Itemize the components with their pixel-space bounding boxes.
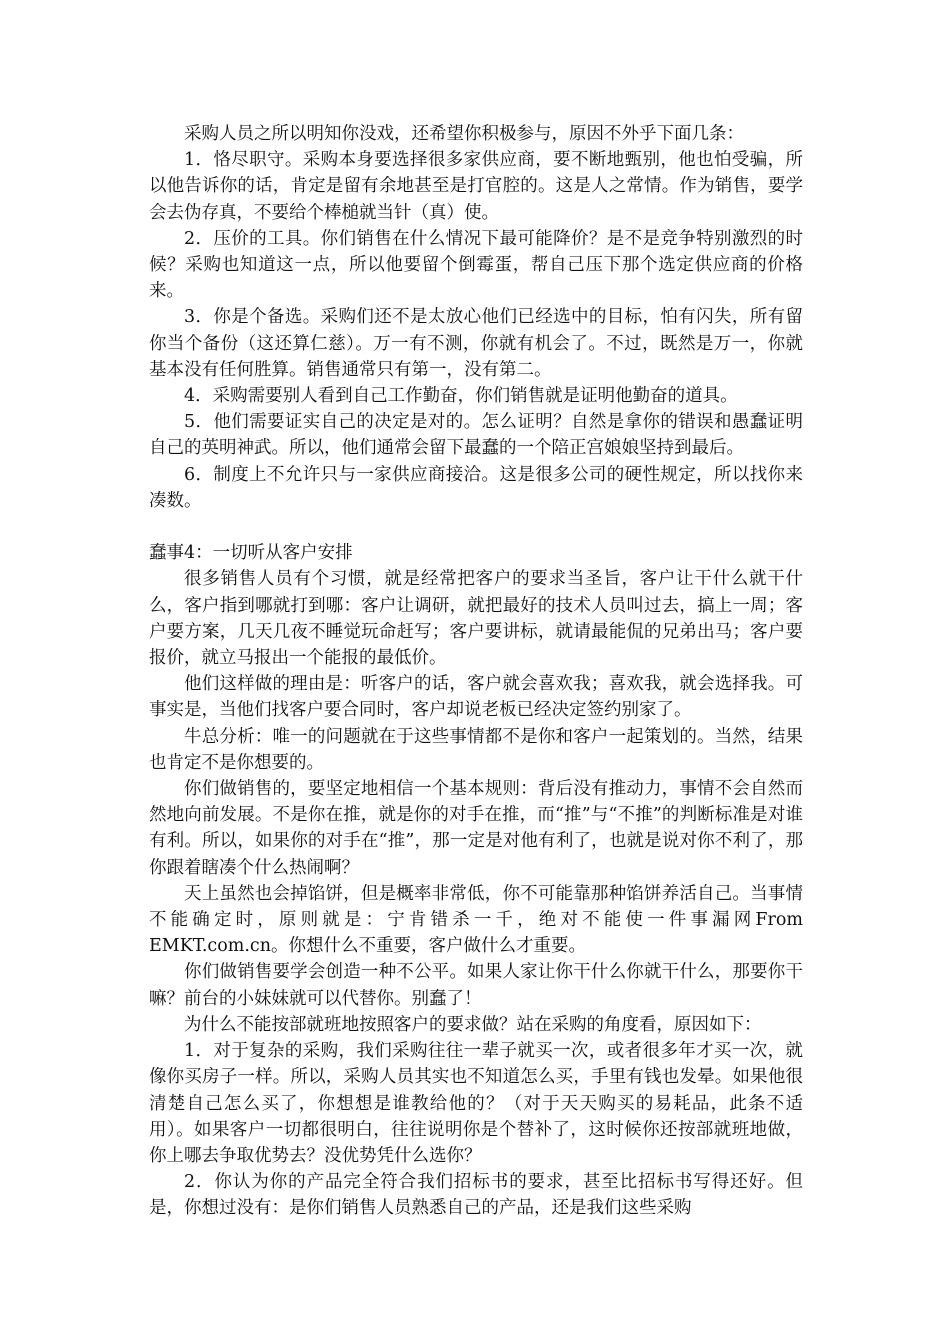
list-item-2: 2．压价的工具。你们销售在什么情况下最可能降价？是不是竞争特别激烈的时候？采购也知道这一点，所以他要留个倒霉蛋，帮自己压下那个选定供应商的价格来。 — [149, 228, 803, 302]
list-item-5: 5．他们需要证实自己的决定是对的。怎么证明？自然是拿你的错误和愚蠢证明自己的英明神武。所以，他们通常会留下最蠢的一个陪正宫娘娘坚持到最后。 — [149, 412, 803, 459]
section-heading: 蠢事4：一切听从客户安排 — [149, 543, 353, 564]
list-item-4: 4．采购需要别人看到自己工作勤奋，你们销售就是证明他勤奋的道具。 — [184, 386, 738, 407]
list-item-1: 1．恪尽职守。采购本身要选择很多家供应商，要不断地甄别，他也怕受骗，所以他告诉你的话，肯定是留有余地甚至是打官腔的。这是人之常情。作为销售，要学会去伪存真，不要给个棒槌就当针（真）使。 — [149, 150, 803, 223]
list-item-2: 2．你认为你的产品完全符合我们招标书的要求，甚至比招标书写得还好。但是，你想过没有：是你们销售人员熟悉自己的产品，还是我们这些采购 — [149, 1172, 803, 1219]
blank-line — [149, 514, 803, 540]
paragraph: 天上虽然也会掉馅饼，但是概率非常低，你不可能靠那种馅饼养活自己。当事情不能确定时，原则就是：宁肯错杀一千，绝对不能使一件事漏网From EMKT.com.cn。你想什么不重要，客户做什么才重要。 — [149, 883, 803, 957]
list-item-1: 1．对于复杂的采购，我们采购往往一辈子就买一次，或者很多年才买一次，就像你买房子一样。所以，采购人员其实也不知道怎么买，手里有钱也发晕。如果他很清楚自己怎么买了，你想想是谁教给他的？（对于天天购买的易耗品，此条不适用）。如果客户一切都很明白，往往说明你是个替补了，这时候你还按部就班地做，你上哪去争取优势去？没优势凭什么选你？ — [149, 1041, 803, 1166]
paragraph: 你们做销售的，要坚定地相信一个基本规则：背后没有推动力，事情不会自然而然地向前发展。不是你在推，就是你的对手在推，而“推”与“不推”的判断标准是对谁有利。所以，如果你的对手在“推”，那一定是对他有利了，也就是说对你不利了，那你跟着瞎凑个什么热闹啊？ — [149, 779, 803, 878]
paragraph-intro: 采购人员之所以明知你没戏，还希望你积极参与，原因不外乎下面几条： — [184, 124, 744, 144]
paragraph: 他们这样做的理由是：听客户的话，客户就会喜欢我；喜欢我，就会选择我。可事实是，当他们找客户要合同时，客户却说老板已经决定签约别家了。 — [149, 674, 803, 721]
paragraph: 为什么不能按部就班地按照客户的要求做？站在采购的角度看，原因如下： — [184, 1014, 762, 1035]
paragraph: 很多销售人员有个习惯，就是经常把客户的要求当圣旨，客户让干什么就干什么，客户指到哪就打到哪：客户让调研，就把最好的技术人员叫过去，搞上一周；客户要方案，几天几夜不睡觉玩命赶写；客户要讲标，就请最能侃的兄弟出马；客户要报价，就立马报出一个能报的最低价。 — [149, 569, 803, 669]
document-page — [149, 121, 803, 1222]
list-item-3: 3．你是个备选。采购们还不是太放心他们已经选中的目标，怕有闪失，所有留你当个备份（这还算仁慈）。万一有不测，你就有机会了。不过，既然是万一，你就基本没有任何胜算。销售通常只有第一，没有第二。 — [149, 307, 803, 380]
list-item-6: 6．制度上不允许只与一家供应商接洽。这是很多公司的硬性规定，所以找你来凑数。 — [149, 464, 803, 511]
paragraph: 牛总分析：唯一的问题就在于这些事情都不是你和客户一起策划的。当然，结果也肯定不是你想要的。 — [149, 726, 803, 773]
paragraph: 你们做销售要学会创造一种不公平。如果人家让你干什么你就干什么，那要你干嘛？前台的小妹妹就可以代替你。别蠢了！ — [149, 962, 803, 1009]
